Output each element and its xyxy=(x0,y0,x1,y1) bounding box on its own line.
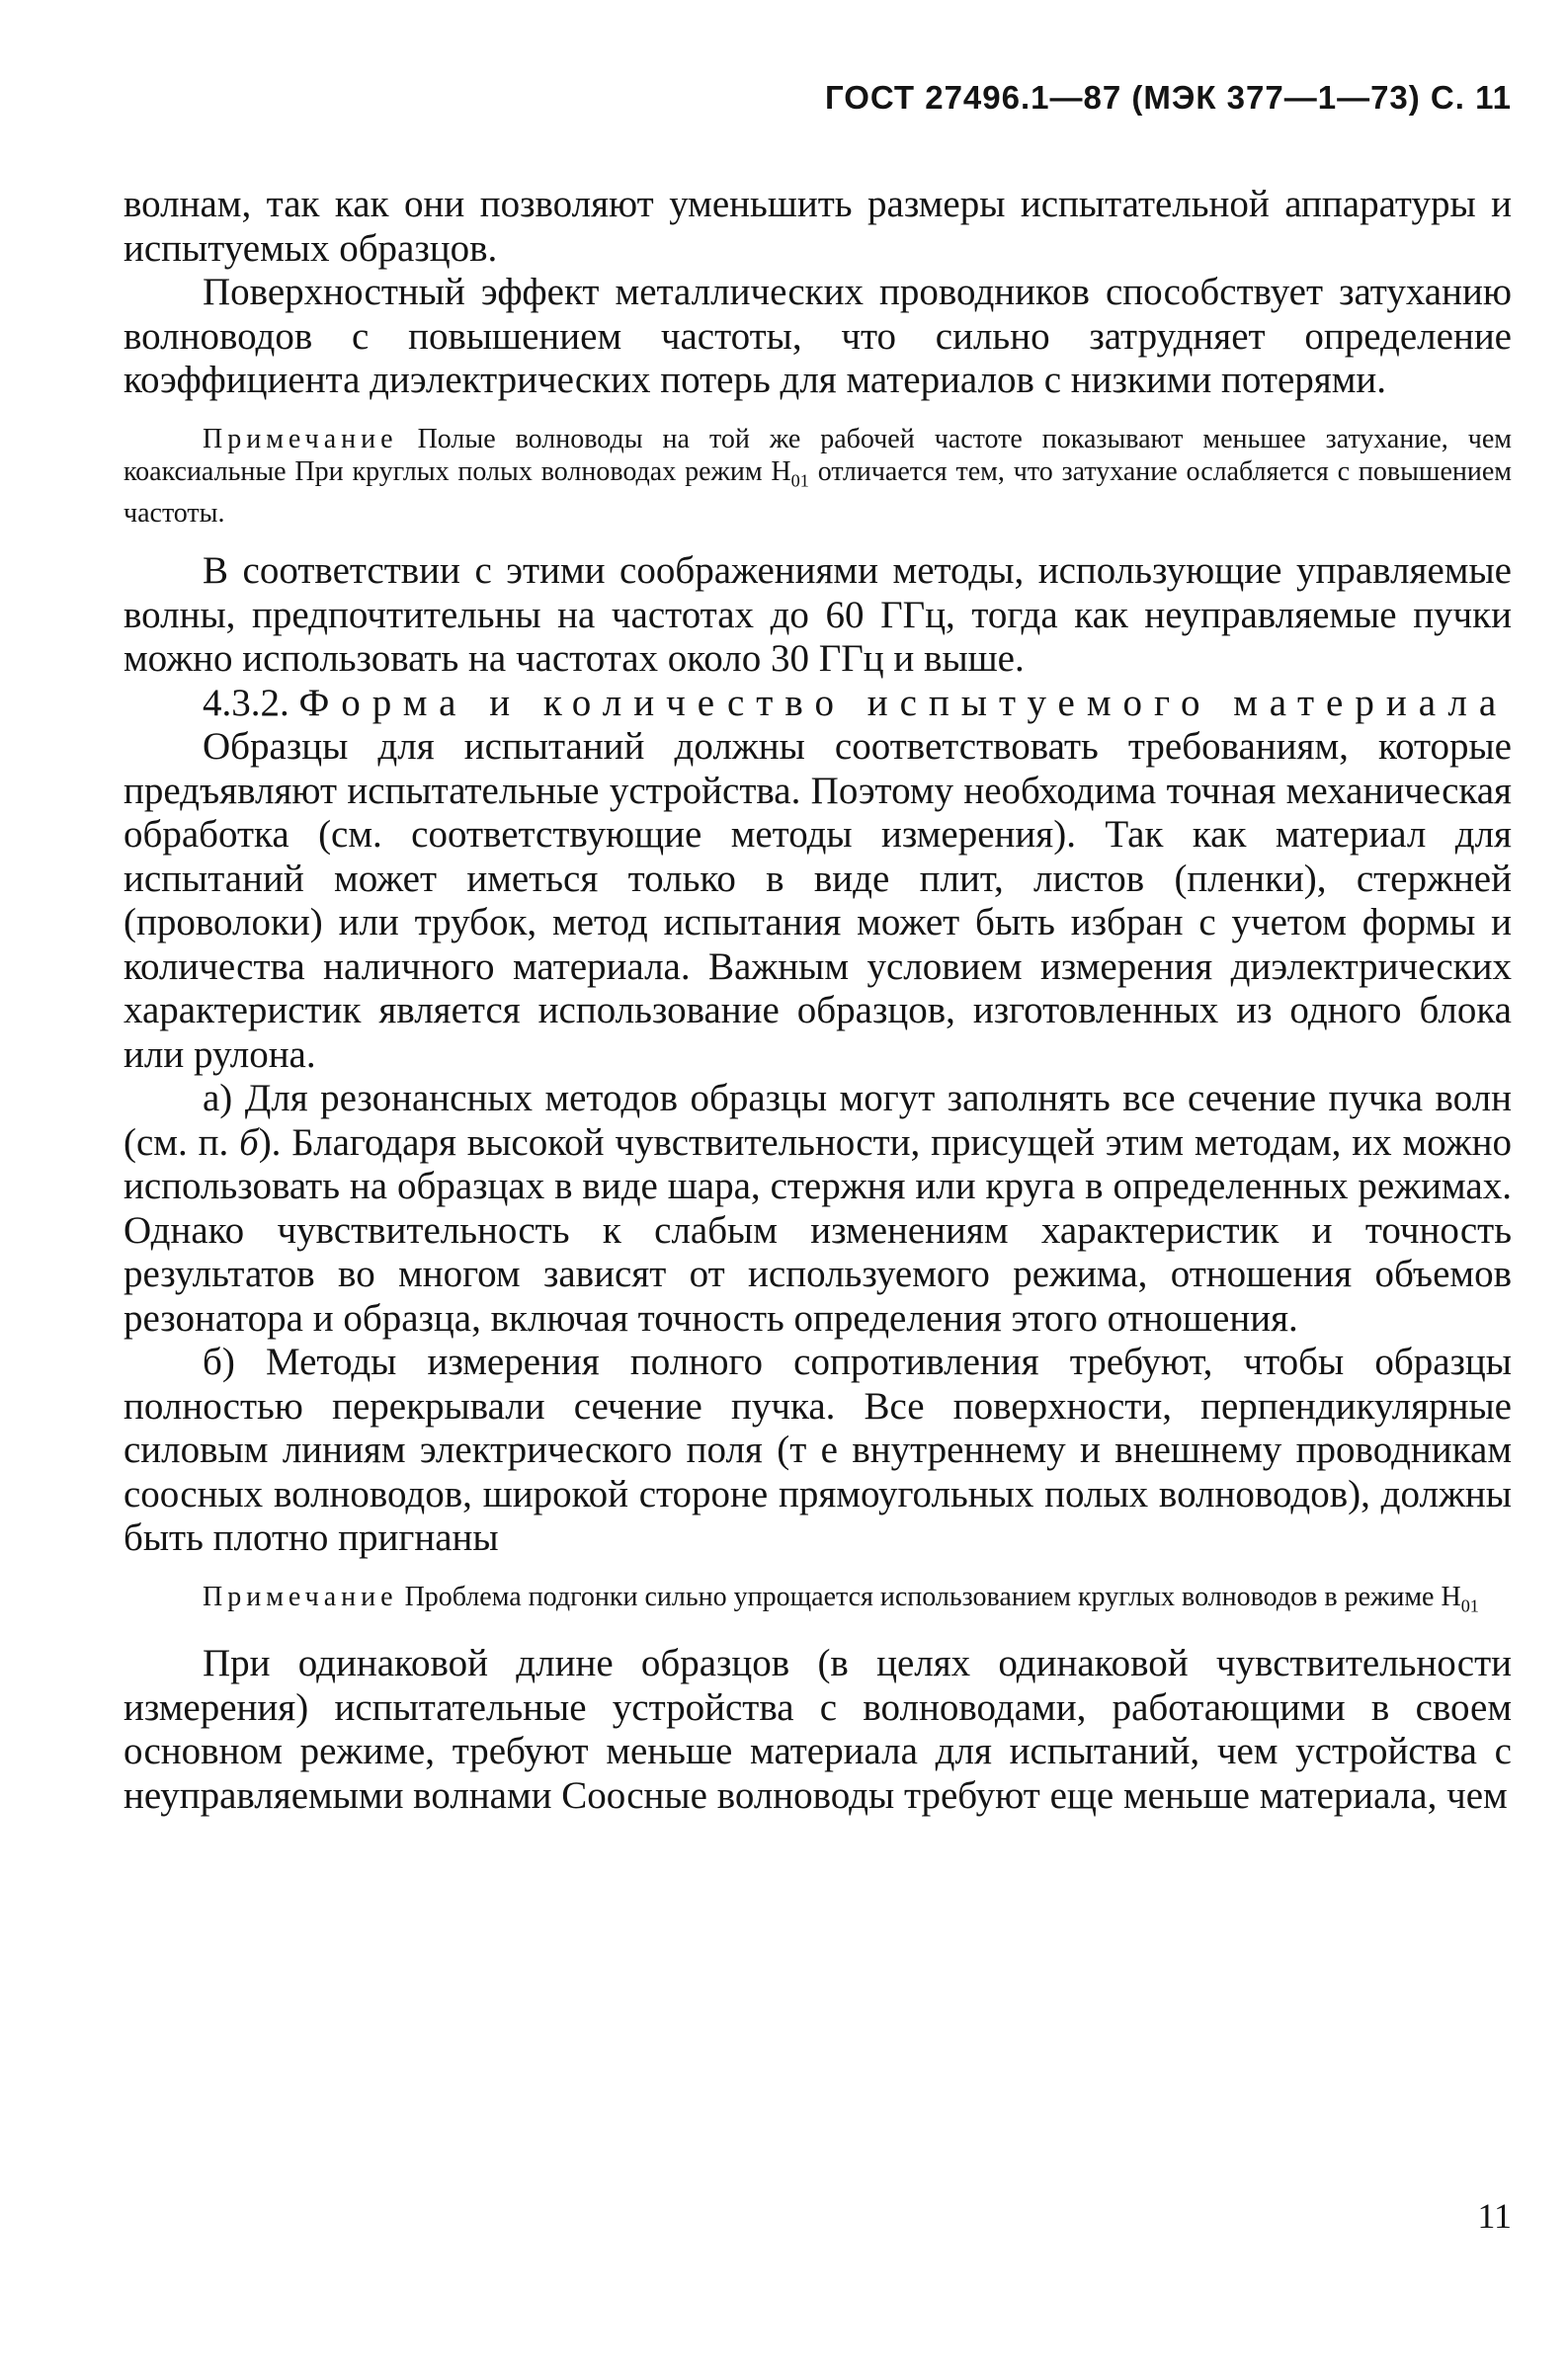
paragraph-resonance-methods xyxy=(124,1077,1512,1341)
paragraph-specimens: Образцы для испытаний должны соответствовать требованиям, которые предъявляют испытательные устройства. Поэтому необходима точная механическая обработка (см. соответствующие методы измерения). Так как материал для испытаний может иметься только в виде плит, листов (пленки), стержней (проволоки) или трубок, метод испытания может быть избран с учетом формы и количества наличного материала. Важным условием измерения диэлектрических характеристик является использование образцов, изготовленных из одного блока или рулона. xyxy=(124,725,1512,1076)
paragraph-resonance-rest: ). Благодаря высокой чувствительности, присущей этим методам, их можно использовать на образцах в виде шара, стержня или круга в определенных режимах. Однако чувствительность к слабым изменениям характеристик и точность результатов во многом зависят от используемого режима, отношения объемов резонатора и образца, включая точность определения этого отношения. xyxy=(124,1120,1512,1340)
section-number: 4.3.2. xyxy=(203,681,289,724)
paragraph-continuation: волнам, так как они позволяют уменьшить размеры испытательной аппаратуры и испытуемых образцов. xyxy=(124,183,1512,270)
mode-subscript: 01 xyxy=(1460,1596,1479,1616)
item-reference: б xyxy=(239,1120,259,1164)
section-title: Форма и количество испытуемого материала xyxy=(298,681,1509,724)
text-column xyxy=(124,183,1512,1818)
note-text-tail: отличается тем, что затухание ослабляется с повышением частоты. xyxy=(124,455,1513,530)
paragraph-surface-effect: Поверхностный эффект металлических проводников способствует затуханию волноводов с повышением частоты, что сильно затрудняет определение коэффициента диэлектрических потерь для материалов с низкими потерями. xyxy=(124,271,1512,401)
section-heading xyxy=(124,682,1512,726)
mode-subscript: 01 xyxy=(790,470,809,491)
note-text: Полые волноводы на той же рабочей частоте показывают меньшее затухание, чем коаксиальные При круглых полых волноводах режим H xyxy=(124,423,1512,487)
page-number: 11 xyxy=(1477,2196,1512,2236)
running-header: ГОСТ 27496.1—87 (МЭК 377—1—73) С. 11 xyxy=(824,79,1512,116)
paragraph-sample-length: При одинаковой длине образцов (в целях одинаковой чувствительности измерения) испытательные устройства с волноводами, работающими в своем основном режиме, требуют меньше материала для испытаний, чем устройства с неуправляемыми волнами Соосные волноводы требуют еще меньше материала, чем xyxy=(124,1642,1512,1817)
note-fitting xyxy=(124,1581,1512,1623)
paragraph-resonance-prefix: а) Для резонансных методов образцы могут заполнять все сечение пучка волн (см. п. xyxy=(124,1077,1512,1164)
note-label: Примечание xyxy=(203,1581,398,1612)
note-label: Примечание xyxy=(203,423,398,454)
paragraph-impedance-methods: б) Методы измерения полного сопротивления требуют, чтобы образцы полностью перекрывали сечение пучка. Все поверхности, перпендикулярные силовым линиям электрического поля (т е внутреннему и внешнему проводникам соосных волноводов, широкой стороне прямоугольных полых волноводов), должны быть плотно пригнаны xyxy=(124,1341,1512,1560)
note-text: Проблема подгонки сильно упрощается использованием круглых волноводов в режиме H xyxy=(404,1581,1461,1612)
paragraph-guided-waves: В соответствии с этими соображениями методы, использующие управляемые волны, предпочтительны на частотах до 60 ГГц, тогда как неуправляемые пучки можно использовать на частотах около 30 ГГц и выше. xyxy=(124,549,1512,681)
note-hollow-waveguides xyxy=(124,423,1512,531)
